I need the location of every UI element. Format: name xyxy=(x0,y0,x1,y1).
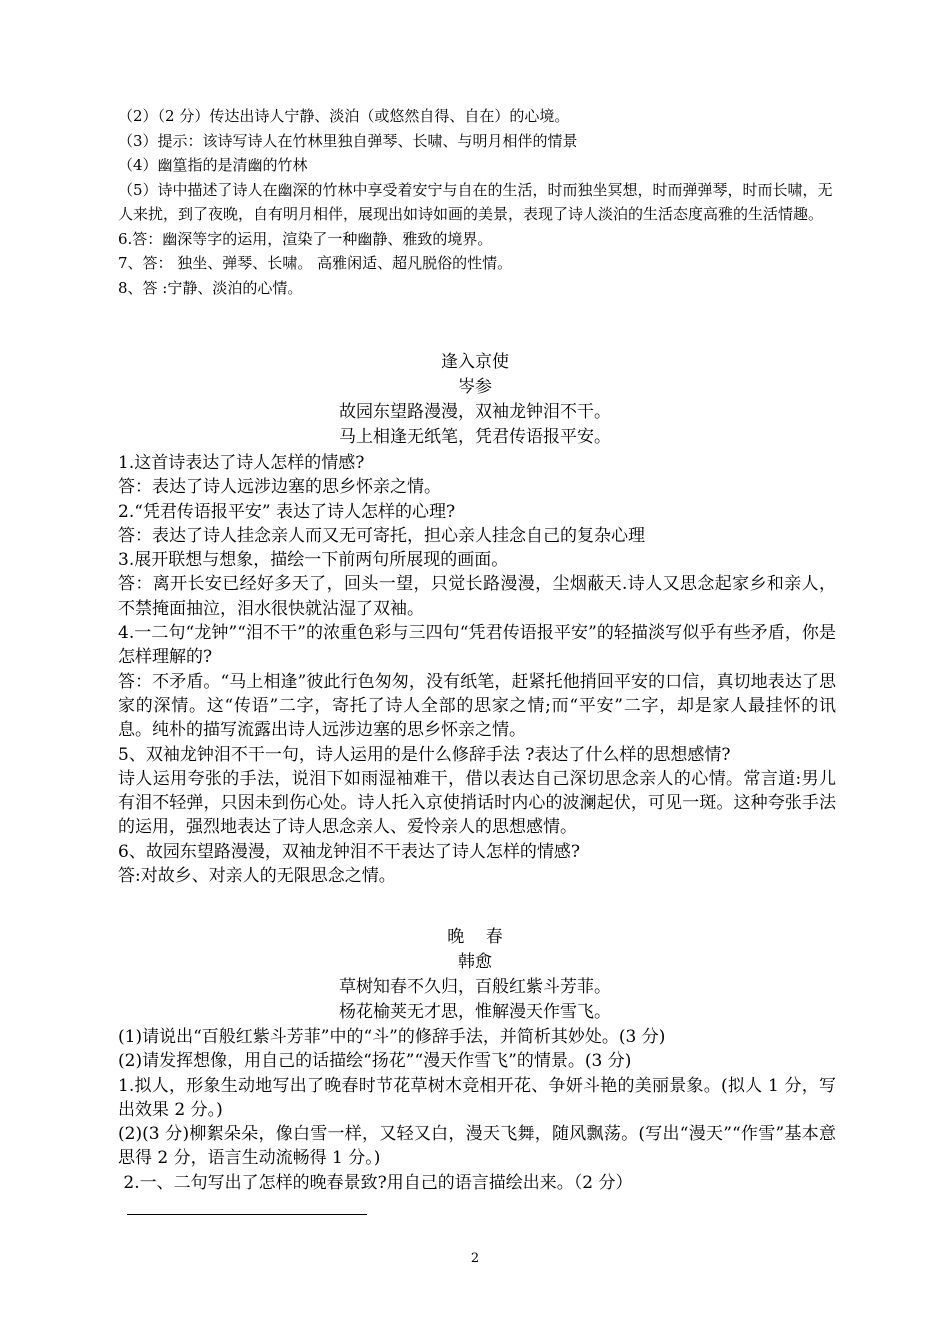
question-line: 2.一、二句写出了怎样的晚春景致?用自己的语言描绘出来。（2 分） xyxy=(118,1172,633,1193)
poem-line: 故园东望路漫漫，双袖龙钟泪不干。 xyxy=(339,402,611,422)
poem-title: 晚 春 xyxy=(447,927,503,947)
question-line: 6、故园东望路漫漫，双袖龙钟泪不干表达了诗人怎样的情感? xyxy=(118,841,580,862)
answer-line: （5）诗中描述了诗人在幽深的竹林中享受着安宁与自在的生活，时而独坐冥想，时而弹弹琴，时而长啸，无人来扰，到了夜晚，自有明月相伴，展现出如诗如画的美景，表现了诗人淡泊的生活态度高雅的生活情趣。 xyxy=(118,180,833,223)
poem-title: 逢入京使 xyxy=(441,352,509,372)
answer-line: 答：表达了诗人远涉边塞的思乡怀亲之情。 xyxy=(118,477,441,498)
answer-blank-line xyxy=(127,1214,367,1215)
question-line: 3.展开联想与想象，描绘一下前两句所展现的画面。 xyxy=(118,550,509,571)
question-line: 4.一二句“龙钟”“泪不干”的浓重色彩与三四句“凭君传语报平安”的轻描淡写似乎有些矛盾，你是怎样理解的? xyxy=(118,623,836,668)
answer-line: 1.拟人，形象生动地写出了晚春时节花草树木竞相开花、争妍斗艳的美丽景象。(拟人 1 分，写出效果 2 分。) xyxy=(118,1075,836,1120)
page-number: 2 xyxy=(470,1251,480,1266)
poem-line: 马上相逢无纸笔，凭君传语报平安。 xyxy=(339,427,611,447)
answer-line: 答：表达了诗人挂念亲人而又无可寄托，担心亲人挂念自己的复杂心理 xyxy=(118,525,645,546)
poem-block xyxy=(0,350,950,450)
question-line: 1.这首诗表达了诗人怎样的情感? xyxy=(118,453,365,473)
question-answer-section xyxy=(118,1025,836,1195)
question-line: (2)请发挥想像，用自己的话描绘“扬花”“漫天作雪飞”的情景。(3 分) xyxy=(118,1051,632,1072)
answer-line: (2)(3 分)柳絮朵朵，像白雪一样，又轻又白，漫天飞舞，随风飘荡。(写出“漫天”“作雪”基本意思得 2 分，语言生动流畅得 1 分。) xyxy=(118,1124,836,1169)
poem-line: 杨花榆荚无才思，惟解漫天作雪飞。 xyxy=(339,1002,611,1022)
answers-section xyxy=(118,104,838,300)
answer-line: 答：不矛盾。“马上相逢”彼此行色匆匆，没有纸笔，赶紧托他捎回平安的口信，真切地表达了思家的深情。这“传语”二字，寄托了诗人全部的思家之情;而“平安”二字，却是家人最挂怀的讯息。纯朴的描写流露出诗人远涉边塞的思乡怀亲之情。 xyxy=(118,671,836,741)
answer-line: 诗人运用夸张的手法，说泪下如雨湿袖难干，借以表达自己深切思念亲人的心情。常言道:男儿有泪不轻弹，只因未到伤心处。诗人托入京使捎话时内心的波澜起伏，可见一斑。这种夸张手法的运用，强烈地表达了诗人思念亲人、爱怜亲人的思想感情。 xyxy=(118,768,836,838)
question-line: (1)请说出“百般红紫斗芳菲”中的“斗”的修辞手法，并简析其妙处。(3 分) xyxy=(118,1027,666,1047)
answer-line: 答:对故乡、对亲人的无限思念之情。 xyxy=(118,866,396,887)
answer-line: 6.答：幽深等字的运用，渲染了一种幽静、雅致的境界。 xyxy=(118,229,493,248)
answer-line: 7、答： 独坐、弹琴、长啸。 高雅闲适、超凡脱俗的性情。 xyxy=(118,254,513,272)
answer-line: （4）幽篁指的是清幽的竹林 xyxy=(118,156,308,174)
answer-line: 8、答 :宁静、淡泊的心情。 xyxy=(118,278,303,297)
answer-line: （2）（2 分）传达出诗人宁静、淡泊（或悠然自得、自在）的心境。 xyxy=(118,107,570,125)
poem-author: 韩愈 xyxy=(458,952,492,972)
answer-line: （3）提示：该诗写诗人在竹林里独自弹琴、长啸、与明月相伴的情景 xyxy=(118,131,578,150)
question-answer-section xyxy=(118,451,836,888)
poem-block xyxy=(0,925,950,1025)
answer-line: 答：离开长安已经好多天了，回头一望，只觉长路漫漫，尘烟蔽天.诗人又思念起家乡和亲人，不禁掩面抽泣，泪水很快就沾湿了双袖。 xyxy=(118,574,836,619)
question-line: 2.“凭君传语报平安” 表达了诗人怎样的心理? xyxy=(118,501,456,522)
poem-author: 岑参 xyxy=(458,377,492,397)
poem-line: 草树知春不久归，百般红紫斗芳菲。 xyxy=(339,977,611,997)
question-line: 5、双袖龙钟泪不干一句，诗人运用的是什么修辞手法 ?表达了什么样的思想感情? xyxy=(118,744,731,765)
